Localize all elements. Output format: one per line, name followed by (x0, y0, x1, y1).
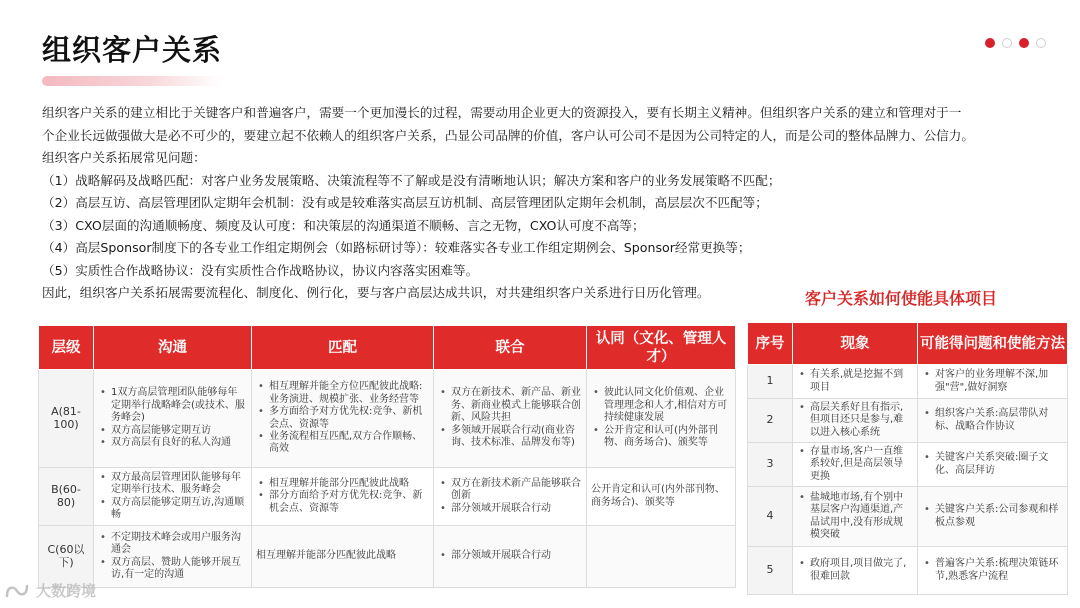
intro-line: 组织客户关系的建立相比于关键客户和普遍客户，需要一个更加漫长的过程，需要动用企业更大的资源投入，要有长期主义精神。但组织客户关系的建立和管理对于一 (42, 105, 962, 120)
bullet: • 彼此认同文化价值观、企业管理理念和人才,相信对方可持续健康发展 (591, 387, 731, 424)
joint-cell (434, 370, 587, 468)
bullet: • 双方在新技术新产品能够联合创新 (438, 478, 582, 503)
bullet: • 双方高层有良好的私人沟通 (98, 437, 247, 449)
slide-pager (985, 38, 1046, 48)
match-cell: 相互理解并能部分匹配彼此战略 (252, 526, 434, 588)
table-row (39, 468, 736, 526)
row-number: 2 (748, 399, 793, 443)
issue-item: （2）高层互访、高层管理团队定期年会机制：没有或是较难落实高层互访机制、高层管理团队定期年会机制，高层层次不匹配等； (42, 195, 768, 210)
bullet: • 多方面给予对方优先权:竞争、新机会点、资源等 (256, 406, 429, 431)
bullet: • 组织客户关系:高层带队对标、战略合作协议 (922, 408, 1063, 433)
table-row (748, 487, 1068, 547)
issue-item: （3）CXO层面的沟通顺畅度、频度及认可度：和决策层的沟通渠道不顺畅、言之无物，CXO认可度不高等； (42, 217, 645, 233)
bullet: • 部分方面给予对方优先权:竞争、新机会点、资源等 (256, 490, 429, 515)
relationship-level-table (38, 325, 736, 588)
bullet: • 双方高层能够定期互访,沟通顺畅 (98, 497, 247, 522)
bullet: • 公开肯定和认可(内外部刊物、商务场合)、颁奖等 (591, 425, 731, 450)
method-cell (918, 487, 1068, 547)
phenomenon-cell (793, 487, 918, 547)
bullet: • 政府项目,项目做完了,很难回款 (797, 558, 913, 583)
table-row (39, 370, 736, 468)
level-cell: A(81-100) (39, 370, 94, 468)
col-header: 可能得问题和使能方法 (918, 323, 1068, 365)
bullet: • 多领域开展联合行动(商业咨询、技术标准、品牌发布等) (438, 425, 582, 450)
joint-cell (434, 526, 587, 588)
col-header: 匹配 (252, 326, 434, 370)
title-underline (42, 76, 222, 86)
comm-cell (94, 526, 252, 588)
bullet: • 双方高层、赞助人能够开展互访,有一定的沟通 (98, 557, 247, 582)
watermark-text: 大数跨境 (36, 582, 97, 600)
conclusion: 因此，组织客户关系拓展需要流程化、制度化、例行化，要与客户高层达成共识，对共建组织客户关系进行日历化管理。 (42, 285, 710, 300)
bullet: • 部分领域开展联合行动 (438, 503, 582, 515)
method-cell (918, 443, 1068, 487)
bullet: • 关键客户关系突破:圈子文化、高层拜访 (922, 452, 1063, 477)
pager-dot-4 (1036, 38, 1046, 48)
bullet: • 高层关系好且有指示,但项目还只是参与,难以进入核心系统 (797, 402, 913, 439)
method-cell (918, 547, 1068, 595)
bullet: • 1双方高层管理团队能够每年定期举行战略峰会(或技术、服务峰会) (98, 387, 247, 424)
ident-cell (587, 526, 736, 588)
ident-cell: 公开肯定和认可(内外部刊物、商务场合)、颁奖等 (587, 468, 736, 526)
table-row (748, 547, 1068, 595)
table-row (748, 443, 1068, 487)
issue-item: （1）战略解码及战略匹配：对客户业务发展策略、决策流程等不了解或是没有清晰地认识；解决方案和客户的业务发展策略不匹配； (42, 172, 781, 188)
row-number: 1 (748, 365, 793, 399)
bullet: • 相互理解并能部分匹配彼此战略 (256, 478, 429, 490)
joint-cell (434, 468, 587, 526)
method-cell (918, 399, 1068, 443)
issues-heading: 组织客户关系拓展常见问题： (42, 150, 206, 165)
bullet: • 盐城地市场,有个别中基层客户沟通渠道,产品试用中,没有形成规模突破 (797, 492, 913, 542)
match-cell (252, 468, 434, 526)
bullet: • 有关系,就是挖掘不到项目 (797, 369, 913, 394)
col-header: 现象 (793, 323, 918, 365)
level-cell: C(60以下) (39, 526, 94, 588)
issue-item: （5）实质性合作战略协议：没有实质性合作战略协议，协议内容落实困难等。 (42, 262, 479, 278)
bullet: • 双方最高层管理团队能够每年定期举行技术、服务峰会 (98, 472, 247, 497)
right-table-heading: 客户关系如何使能具体项目 (805, 289, 998, 308)
col-header: 联合 (434, 326, 587, 370)
ident-cell (587, 370, 736, 468)
phenomenon-cell (793, 399, 918, 443)
watermark-logo-icon (4, 582, 30, 600)
bullet: • 双方在新技术、新产品、新业务、新商业模式上能够联合创新、风险共担 (438, 387, 582, 424)
pager-dot-3 (1019, 38, 1029, 48)
col-header: 层级 (39, 326, 94, 370)
phenomenon-cell (793, 365, 918, 399)
bullet: • 对客户的业务理解不深,加强"营",做好洞察 (922, 369, 1063, 394)
level-cell: B(60-80) (39, 468, 94, 526)
page-title: 组织客户关系 (42, 33, 223, 67)
bullet: • 业务流程相互匹配,双方合作顺畅、高效 (256, 431, 429, 456)
bullet: • 存量市场,客户一直维系较好,但是高层领导更换 (797, 446, 913, 483)
bullet: • 关键客户关系:公司参观和样板点参观 (922, 504, 1063, 529)
bullet: • 普遍客户关系:梳理决策链环节,熟悉客户流程 (922, 558, 1063, 583)
pager-dot-2 (1002, 38, 1012, 48)
match-cell (252, 370, 434, 468)
method-cell (918, 365, 1068, 399)
col-header: 沟通 (94, 326, 252, 370)
intro-line: 个企业长远做强做大是必不可少的，要建立起不依赖人的组织客户关系，凸显公司品牌的价值，客户认可公司不是因为公司特定的人，而是公司的整体品牌力、公信力。 (42, 127, 974, 143)
table-row (39, 526, 736, 588)
bullet: • 部分领域开展联合行动 (438, 550, 582, 562)
row-number: 3 (748, 443, 793, 487)
intro-text (42, 102, 1052, 305)
row-number: 4 (748, 487, 793, 547)
comm-cell (94, 370, 252, 468)
bullet: • 双方高层能够定期互访 (98, 425, 247, 437)
bullet: • 相互理解并能全方位匹配彼此战略:业务演进、规模扩张、业务经营等 (256, 381, 429, 406)
col-header: 认同（文化、管理人才） (587, 326, 736, 370)
phenomenon-cell (793, 547, 918, 595)
table-row (748, 399, 1068, 443)
table-row (748, 365, 1068, 399)
project-enablement-table (747, 322, 1068, 595)
issue-item: （4）高层Sponsor制度下的各专业工作组定期例会（如路标研讨等）：较难落实各专业工作组定期例会、Sponsor经常更换等； (42, 240, 751, 255)
comm-cell (94, 468, 252, 526)
pager-dot-1 (985, 38, 995, 48)
phenomenon-cell (793, 443, 918, 487)
bullet: • 不定期技术峰会或用户服务沟通会 (98, 532, 247, 557)
watermark (4, 580, 96, 601)
row-number: 5 (748, 547, 793, 595)
col-header: 序号 (748, 323, 793, 365)
